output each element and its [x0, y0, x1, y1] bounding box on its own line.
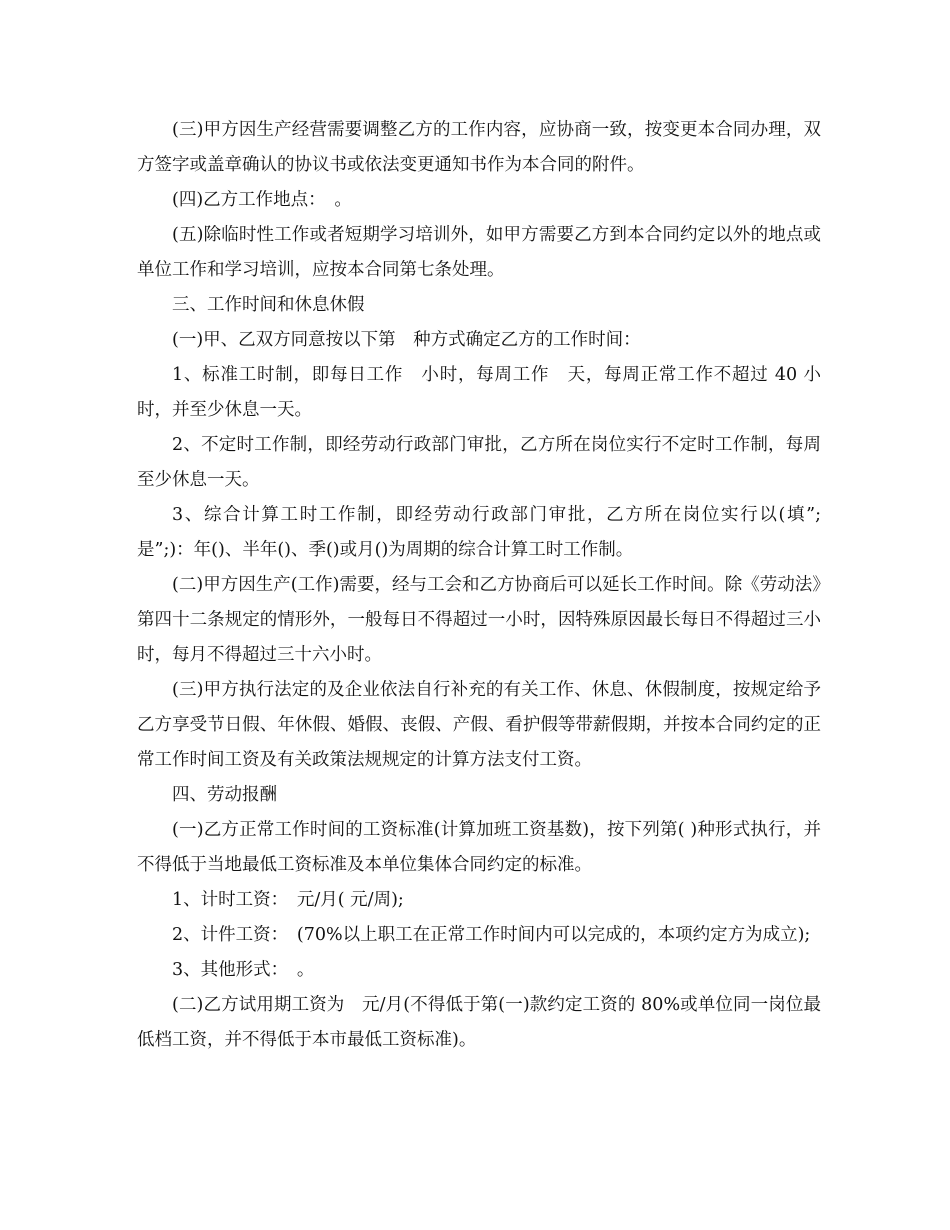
- paragraph-offsite-work: (五)除临时性工作或者短期学习培训外，如甲方需要乙方到本合同约定以外的地点或单位工作和学习培训，应按本合同第七条处理。: [137, 225, 821, 280]
- paragraph-overtime: (二)甲方因生产(工作)需要，经与工会和乙方协商后可以延长工作时间。除《劳动法》第四十二条规定的情形外，一般每日不得超过一小时，因特殊原因最长每日不得超过三小时，每月不得超过三十六小时。: [137, 575, 821, 665]
- paragraph-standard-hours: 1、标准工时制，即每日工作 小时，每周工作 天，每周正常工作不超过 40 小时，并至少休息一天。: [137, 365, 821, 420]
- section-heading-remuneration: 四、劳动报酬: [172, 785, 277, 805]
- paragraph-time-wage: 1、计时工资： 元/月( 元/周);: [172, 890, 404, 910]
- paragraph-piece-wage: 2、计件工资： (70%以上职工在正常工作时间内可以完成的，本项约定方为成立);: [172, 925, 811, 945]
- paragraph-leave-system: (三)甲方执行法定的及企业依法自行补充的有关工作、休息、休假制度，按规定给予乙方享受节日假、年休假、婚假、丧假、产假、看护假等带薪假期，并按本合同约定的正常工作时间工资及有关政策法规规定的计算方法支付工资。: [137, 680, 821, 770]
- paragraph-working-time-method: (一)甲、乙双方同意按以下第 种方式确定乙方的工作时间：: [172, 330, 641, 350]
- paragraph-flexible-hours: 2、不定时工作制，即经劳动行政部门审批，乙方所在岗位实行不定时工作制，每周至少休息一天。: [137, 435, 821, 490]
- paragraph-comprehensive-hours: 3、综合计算工时工作制，即经劳动行政部门审批，乙方所在岗位实行以(填”;是”;)：年()、半年()、季()或月()为周期的综合计算工时工作制。: [137, 505, 821, 560]
- document-body: [137, 113, 821, 1058]
- paragraph-probation-wage: (二)乙方试用期工资为 元/月(不得低于第(一)款约定工资的 80%或单位同一岗位最低档工资，并不得低于本市最低工资标准)。: [137, 995, 821, 1050]
- paragraph-other-form: 3、其他形式： 。: [172, 960, 315, 980]
- paragraph-wage-standard: (一)乙方正常工作时间的工资标准(计算加班工资基数)，按下列第( )种形式执行，并不得低于当地最低工资标准及本单位集体合同约定的标准。: [137, 820, 821, 875]
- section-heading-working-hours: 三、工作时间和休息休假: [172, 295, 365, 315]
- paragraph-work-location: (四)乙方工作地点： 。: [172, 190, 352, 210]
- paragraph-work-content-change: (三)甲方因生产经营需要调整乙方的工作内容，应协商一致，按变更本合同办理，双方签字或盖章确认的协议书或依法变更通知书作为本合同的附件。: [137, 120, 821, 175]
